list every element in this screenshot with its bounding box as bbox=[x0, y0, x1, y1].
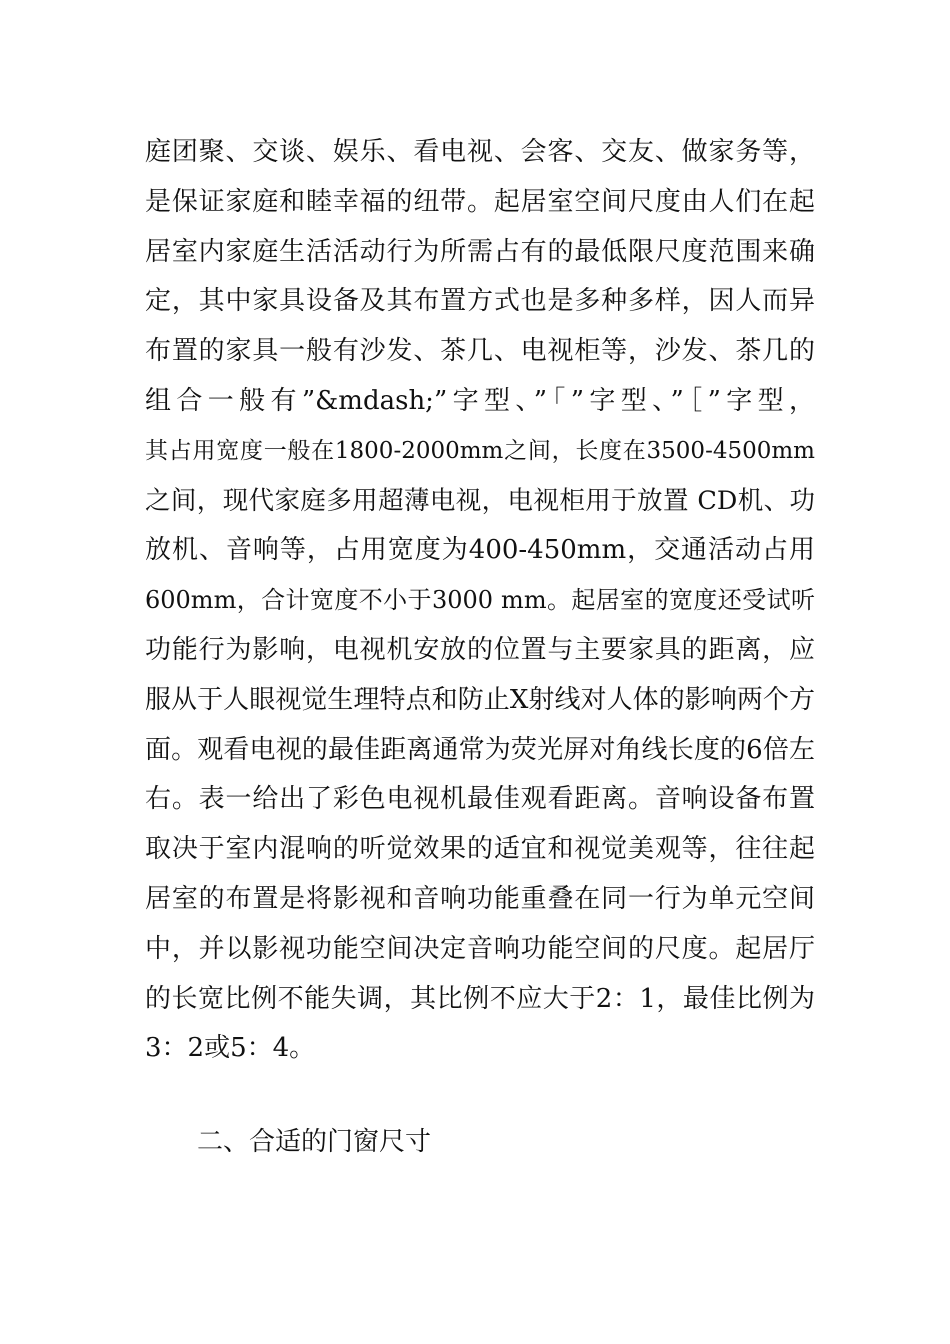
paragraph-line: 居室的布置是将影视和音响功能重叠在同一行为单元空间 bbox=[145, 883, 815, 914]
section-heading: 二、合适的门窗尺寸 bbox=[197, 1127, 432, 1157]
paragraph-line: 放机、音响等，占用宽度为400-450mm，交通活动占用 bbox=[145, 535, 815, 566]
paragraph-line: 3：2或5：4。 bbox=[145, 1033, 316, 1064]
paragraph-line: 居室内家庭生活活动行为所需占有的最低限尺度范围来确 bbox=[145, 236, 815, 267]
paragraph-line: 庭团聚、交谈、娱乐、看电视、会客、交友、做家务等， bbox=[145, 137, 815, 167]
body-paragraph bbox=[145, 128, 815, 1074]
paragraph-line: 中，并以影视功能空间决定音响功能空间的尺度。起居厅 bbox=[145, 933, 815, 964]
paragraph-line: 取决于室内混响的听觉效果的适宜和视觉美观等，往往起 bbox=[145, 834, 815, 865]
paragraph-line: 是保证家庭和睦幸福的纽带。起居室空间尺度由人们在起 bbox=[145, 186, 815, 217]
paragraph-line: 布置的家具一般有沙发、茶几、电视柜等，沙发、茶几的 bbox=[145, 336, 815, 367]
paragraph-line: 的长宽比例不能失调，其比例不应大于2：1，最佳比例为 bbox=[145, 983, 815, 1014]
paragraph-line: 功能行为影响，电视机安放的位置与主要家具的距离，应 bbox=[145, 634, 815, 665]
paragraph-line: 其占用宽度一般在1800-2000mm之间，长度在3500-4500mm bbox=[145, 437, 815, 464]
paragraph-line: 右。表一给出了彩色电视机最佳观看距离。音响设备布置 bbox=[145, 784, 815, 815]
paragraph-line: 600mm，合计宽度不小于3000 mm。起居室的宽度还受试听 bbox=[145, 586, 815, 615]
paragraph-line: 组合一般有”&mdash;”字型、”「”字型、”［”字型， bbox=[145, 385, 815, 416]
paragraph-line: 定，其中家具设备及其布置方式也是多种多样，因人而异 bbox=[145, 286, 815, 317]
paragraph-line: 之间，现代家庭多用超薄电视，电视柜用于放置 CD机、功 bbox=[145, 485, 815, 516]
paragraph-line: 服从于人眼视觉生理特点和防止X射线对人体的影响两个方 bbox=[145, 684, 815, 715]
paragraph-line: 面。观看电视的最佳距离通常为荧光屏对角线长度的6倍左 bbox=[145, 734, 815, 765]
